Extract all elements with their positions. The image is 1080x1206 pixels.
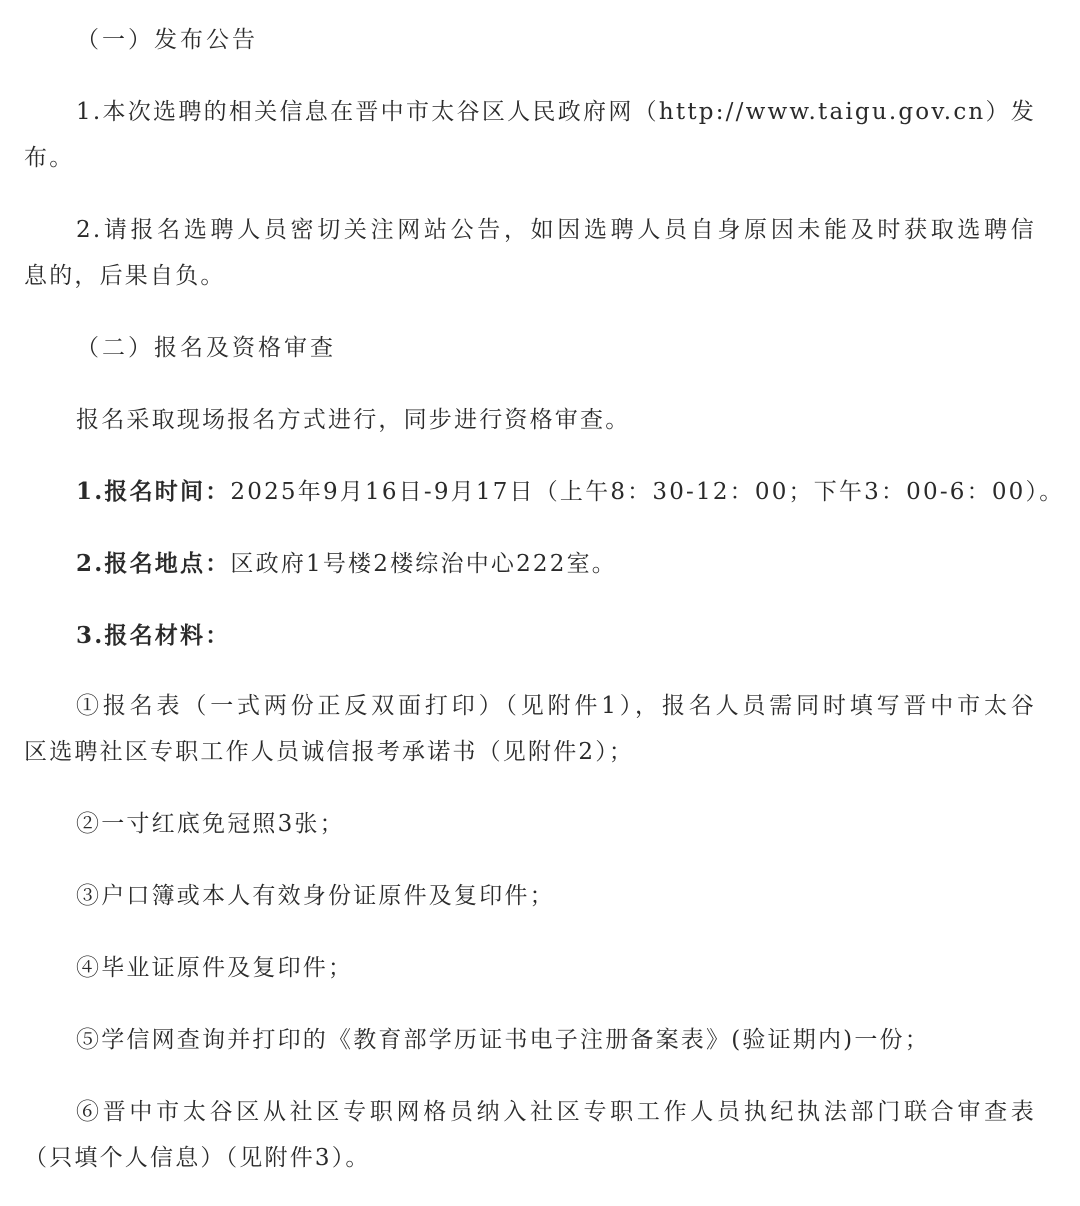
section-heading-registration: （二）报名及资格审查 bbox=[76, 335, 336, 361]
registration-location bbox=[76, 540, 1036, 588]
registration-intro: 报名采取现场报名方式进行，同步进行资格审查。 bbox=[76, 407, 631, 433]
material-6-line-1: ⑥晋中市太谷区从社区专职网格员纳入社区专职工作人员执纪执法部门联合审查表 bbox=[76, 1099, 1036, 1125]
registration-materials-label: 3.报名材料： bbox=[76, 622, 231, 649]
registration-location-value: 区政府1号楼2楼综治中心222室。 bbox=[230, 551, 617, 577]
paragraph-1-line-1: 1.本次选聘的相关信息在晋中市太谷区人民政府网（http://www.taigu.gov.cn）发 bbox=[76, 99, 1036, 125]
paragraph-1-line-2: 布。 bbox=[24, 145, 75, 171]
registration-time bbox=[76, 468, 1065, 516]
section-heading-announcement: （一）发布公告 bbox=[76, 27, 258, 53]
registration-location-label: 2.报名地点： bbox=[76, 550, 231, 577]
paragraph-2-line-2: 息的，后果自负。 bbox=[24, 263, 226, 289]
material-1-line-1: ①报名表（一式两份正反双面打印）（见附件1），报名人员需同时填写晋中市太谷 bbox=[76, 693, 1036, 719]
registration-time-label: 1.报名时间： bbox=[76, 478, 231, 505]
paragraph-2-line-1: 2.请报名选聘人员密切关注网站公告，如因选聘人员自身原因未能及时获取选聘信 bbox=[76, 217, 1036, 243]
material-4: ④毕业证原件及复印件； bbox=[76, 955, 354, 981]
material-1-line-2: 区选聘社区专职工作人员诚信报考承诺书（见附件2）； bbox=[24, 739, 635, 765]
material-5: ⑤学信网查询并打印的《教育部学历证书电子注册备案表》(验证期内)一份； bbox=[76, 1027, 930, 1053]
material-6-line-2: （只填个人信息）（见附件3）。 bbox=[24, 1145, 371, 1171]
material-2: ②一寸红底免冠照3张； bbox=[76, 811, 345, 837]
material-3: ③户口簿或本人有效身份证原件及复印件； bbox=[76, 883, 555, 909]
registration-time-value: 2025年9月16日-9月17日（上午8：30-12：00；下午3：00-6：00）。 bbox=[230, 479, 1065, 505]
